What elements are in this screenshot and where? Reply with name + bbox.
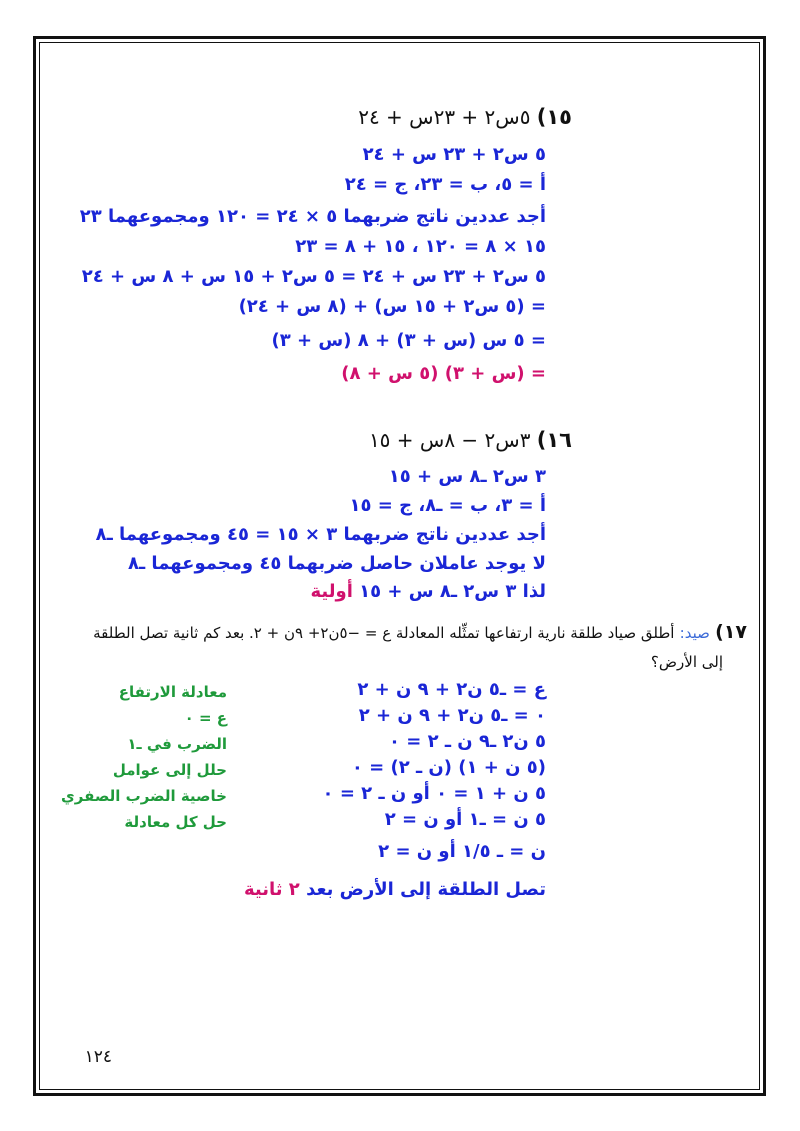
p15-line-6: = (٥ س٢ + ١٥ س) + (٨ س + ٢٤) <box>238 296 546 317</box>
p15-line-4: ١٥ × ٨ = ١٢٠ ، ١٥ + ٨ = ٢٣ <box>295 236 546 257</box>
p16-line-2: أ = ٣، ب = ـ٨، ج = ١٥ <box>349 495 546 516</box>
p15-line-7: = ٥ س (س + ٣) + ٨ (س + ٣) <box>271 330 546 351</box>
page-number: ١٢٤ <box>84 1047 112 1067</box>
problem-15-expression: ٥س٢ + ٢٣س + ٢٤ <box>358 105 531 129</box>
p17-step-7-eq: ن = ـ ١/٥ أو ن = ٢ <box>378 841 546 862</box>
problem-16-number: ١٦) <box>536 428 572 452</box>
p17-step-1-eq: ع = ـ٥ ن٢ + ٩ ن + ٢ <box>357 679 546 700</box>
problem-15-number: ١٥) <box>536 105 572 129</box>
p17-answer-text: تصل الطلقة إلى الأرض بعد <box>306 879 546 900</box>
p16-conclusion-expression: لذا ٣ س٢ ـ٨ س + ١٥ <box>359 581 546 602</box>
p17-step-3-eq: ٥ ن٢ ـ٩ ن ـ ٢ = ٠ <box>388 731 546 752</box>
p17-step-4-eq: (٥ ن + ١) (ن ـ ٢) = ٠ <box>351 757 546 778</box>
p17-answer <box>244 878 546 902</box>
p17-step-2-eq: ٠ = ـ٥ ن٢ + ٩ ن + ٢ <box>358 705 546 726</box>
problem-17-question <box>93 620 747 645</box>
p17-step-6-eq: ٥ ن = ـ١ أو ن = ٢ <box>384 809 546 830</box>
p17-answer-value: ٢ ثانية <box>243 879 300 900</box>
problem-17-question-text: أطلق صياد طلقة نارية ارتفاعها تمثِّله المعادلة ع = −٥ن٢+ ٩ن + ٢. بعد كم ثانية تصل الطلقة <box>93 624 675 642</box>
p15-line-2: أ = ٥، ب = ٢٣، ج = ٢٤ <box>344 174 546 195</box>
p16-line-4: لا يوجد عاملان حاصل ضربهما ٤٥ ومجموعهما ـ٨ <box>128 553 546 574</box>
problem-16-expression: ٣س٢ − ٨س + ١٥ <box>368 428 531 452</box>
problem-17-number: ١٧) <box>715 621 747 643</box>
p17-step-2-note: ع = ٠ <box>184 709 227 727</box>
p17-step-3-note: الضرب في ـ١ <box>127 735 227 753</box>
p16-conclusion <box>310 580 546 604</box>
problem-16-header <box>369 428 572 454</box>
p15-line-1: ٥ س٢ + ٢٣ س + ٢٤ <box>362 144 546 165</box>
problem-15-header <box>358 105 572 131</box>
p17-step-4-note: حلل إلى عوامل <box>112 761 227 779</box>
p15-line-5: ٥ س٢ + ٢٣ س + ٢٤ = ٥ س٢ + ١٥ س + ٨ س + ٢٤ <box>81 266 546 287</box>
p16-conclusion-word: أولية <box>310 581 353 602</box>
p17-step-6-note: حل كل معادلة <box>124 813 227 831</box>
p17-step-5-note: خاصية الضرب الصفري <box>61 787 227 805</box>
p17-step-1-note: معادلة الارتفاع <box>118 683 227 701</box>
p17-step-5-eq: ٥ ن + ١ = ٠ أو ن ـ ٢ = ٠ <box>322 783 546 804</box>
problem-17-question-line2: إلى الأرض؟ <box>650 653 723 671</box>
problem-17-label: صيد: <box>679 624 710 642</box>
p15-final: = (س + ٣) (٥ س + ٨) <box>341 363 546 384</box>
p16-line-3: أجد عددين ناتج ضربهما ٣ × ١٥ = ٤٥ ومجموعهما ـ٨ <box>95 524 546 545</box>
p15-line-3: أجد عددين ناتج ضربهما ٥ × ٢٤ = ١٢٠ ومجموعهما ٢٣ <box>79 206 546 227</box>
p16-line-1: ٣ س٢ ـ٨ س + ١٥ <box>388 466 546 487</box>
